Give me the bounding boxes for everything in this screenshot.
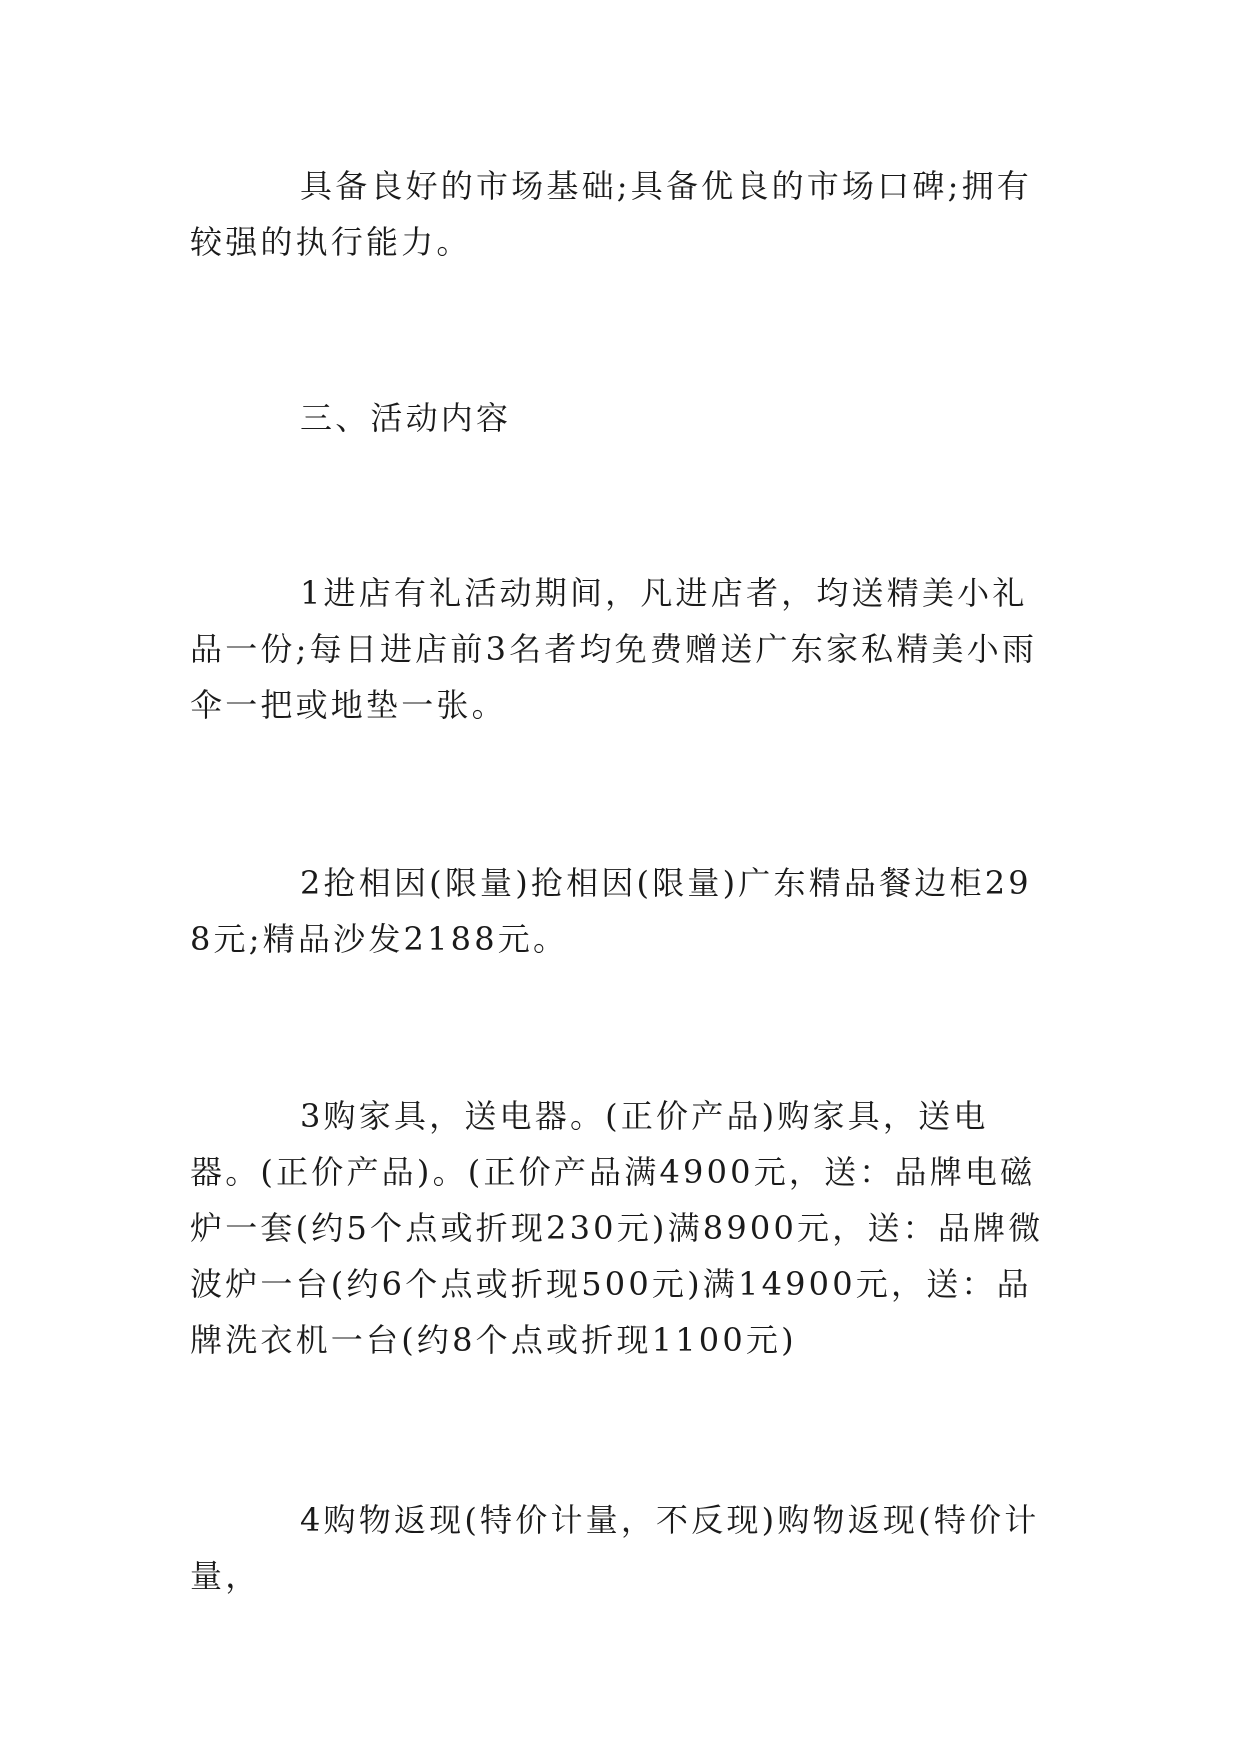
section-heading-activity-content: 三、活动内容 <box>300 399 512 437</box>
paragraph-item-2-limited: 2抢相因(限量)抢相因(限量)广东精品餐边柜298元;精品沙发2188元。 <box>190 864 1032 958</box>
paragraph-market-basis: 具备良好的市场基础;具备优良的市场口碑;拥有较强的执行能力。 <box>190 167 1032 261</box>
paragraph-item-1-gift: 1进店有礼活动期间，凡进店者，均送精美小礼品一份;每日进店前3名者均免费赠送广东家私精美小雨伞一把或地垫一张。 <box>190 574 1038 724</box>
paragraph-item-4-cashback: 4购物返现(特价计量，不反现)购物返现(特价计量， <box>190 1501 1040 1595</box>
paragraph-item-3-appliance: 3购家具，送电器。(正价产品)购家具，送电器。(正价产品)。(正价产品满4900元，送：品牌电磁炉一套(约5个点或折现230元)满8900元，送：品牌微波炉一台(约6个点或折现500元)满14900元，送：品牌洗衣机一台(约8个点或折现1100元) <box>190 1097 1044 1359</box>
